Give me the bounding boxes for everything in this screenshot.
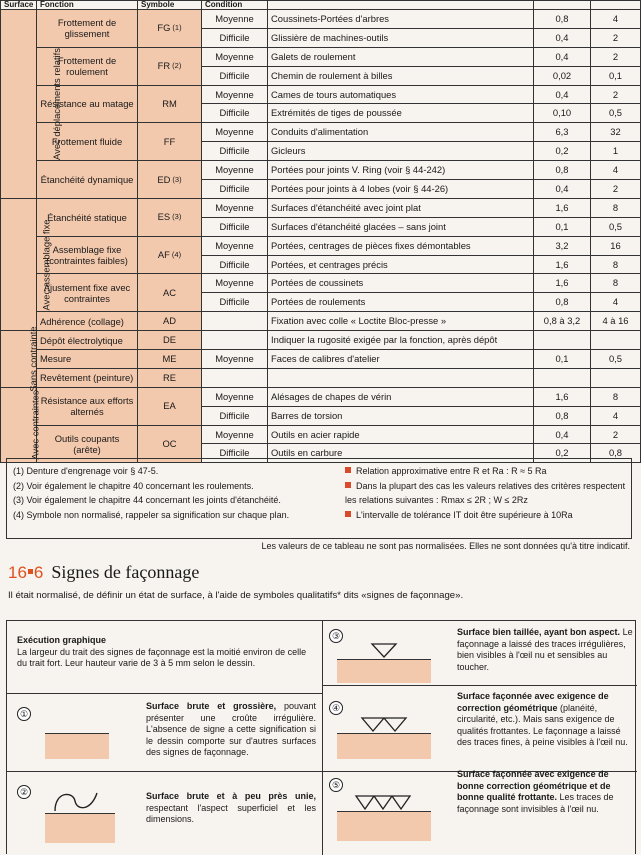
symbol-code: OC [162,437,177,449]
exec-title: Exécution graphique [17,635,107,645]
group-label-text: Avec déplacements relatifs [50,48,62,160]
r-cell: 4 [591,406,641,425]
application-cell: Portées, et centrages précis [268,255,534,274]
group-label-text: Avec contraintes [29,390,41,460]
symbol-cell [138,47,202,85]
function-cell: Frottement de roulement [37,47,138,85]
ra-cell: 3,2 [534,236,591,255]
function-cell: Résistance au matage [37,85,138,123]
ra-cell: 1,6 [534,198,591,217]
application-cell: Outils en acier rapide [268,425,534,444]
sign-2-wave-icon [51,781,111,813]
ra-cell: 0,8 [534,10,591,29]
sign-3-text: Le façonnage a laissé des traces irrégulières, bien visibles à l'œil nu et sensibles au toucher. [457,627,633,672]
difficulty-cell: Difficile [202,406,268,425]
r-cell: 2 [591,28,641,47]
symbol-cell [138,236,202,274]
r-cell: 0,5 [591,104,641,123]
application-cell [268,368,534,387]
r-cell [591,368,641,387]
r-cell: 0,8 [591,444,641,463]
r-cell: 16 [591,236,641,255]
symbol-code: ED [157,173,171,185]
r-cell: 4 [591,10,641,29]
note-2: (2) Voir également le chapitre 40 concernant les roulements. [13,480,254,491]
sign-3-surface [337,659,431,683]
difficulty-cell: Moyenne [202,123,268,142]
application-cell: Fixation avec colle « Loctite Bloc-presse » [268,312,534,331]
function-cell: Frottement de glissement [37,10,138,48]
header-cell [268,1,534,10]
r-cell: 2 [591,47,641,66]
ra-cell: 0,8 à 3,2 [534,312,591,331]
application-cell: Indiquer la rugosité exigée par la fonction, après dépôt [268,331,534,350]
table-row [1,47,641,66]
symbol-code: AC [162,286,177,298]
application-cell: Portées, centrages de pièces fixes démontables [268,236,534,255]
r-cell: 8 [591,274,641,293]
function-cell: Outils coupants (arête) [37,425,138,463]
signs-box [6,620,636,854]
sign-5-triple-triangle-icon [353,793,415,811]
difficulty-cell: Moyenne [202,47,268,66]
application-cell: Cames de tours automatiques [268,85,534,104]
ra-cell: 1,6 [534,255,591,274]
r-cell: 4 [591,293,641,312]
application-cell: Chemin de roulement à billes [268,66,534,85]
ra-cell: 1,6 [534,387,591,406]
r-cell: 2 [591,85,641,104]
application-cell: Extrémités de tiges de poussée [268,104,534,123]
sign-3-number: ③ [329,629,343,643]
sign-1-number: ① [17,707,31,721]
sign-4-title: Surface façonnée avec exigence de correction géométrique [457,691,609,713]
symbol-code: ME [162,352,177,364]
difficulty-cell: Difficile [202,180,268,199]
difficulty-cell: Moyenne [202,10,268,29]
table-row [1,368,641,387]
ra-cell: 0,10 [534,104,591,123]
r-cell: 1 [591,142,641,161]
function-cell: Dépôt électrolytique [37,331,138,350]
r-cell: 0,5 [591,217,641,236]
symbol-code: AD [162,315,177,327]
r-cell: 8 [591,387,641,406]
group-label [1,387,41,463]
section-intro: Il était normalisé, de définir un état de surface, à l'aide de symboles qualitatifs* dits «signes de façonnage». [8,590,464,601]
application-cell: Barres de torsion [268,406,534,425]
r-cell [591,331,641,350]
symbol-note: (4) [171,250,182,260]
function-cell: Revêtement (peinture) [37,368,138,387]
sign-4-number: ④ [329,701,343,715]
sign-1-desc [146,701,316,759]
group-label [1,198,52,330]
table-header [1,1,641,10]
sign-3-desc [457,627,633,673]
difficulty-cell: Moyenne [202,350,268,369]
r-cell: 2 [591,425,641,444]
ra-cell: 0,8 [534,406,591,425]
group-label [1,10,62,199]
section-heading: Signes de façonnage [51,562,200,582]
application-cell: Conduits d'alimentation [268,123,534,142]
sign-3-title: Surface bien taillée, ayant bon aspect. [457,627,621,637]
ra-cell: 0,8 [534,293,591,312]
ra-cell: 0,1 [534,217,591,236]
section-title [8,562,199,583]
sign-2-surface [45,813,115,843]
r-cell: 8 [591,198,641,217]
note-1: (1) Denture d'engrenage voir § 47-5. [13,466,159,476]
difficulty-cell: Moyenne [202,161,268,180]
application-cell: Gicleurs [268,142,534,161]
ra-cell [534,368,591,387]
symbol-cell [138,368,202,387]
table-row [1,387,641,406]
function-cell: Résistance aux efforts alternés [37,387,138,425]
difficulty-cell: Difficile [202,255,268,274]
symbol-cell [138,161,202,199]
sign-4-desc [457,691,633,749]
symbol-code: RM [162,97,177,109]
ra-cell: 1,6 [534,274,591,293]
sign-4-double-triangle-icon [359,715,409,733]
symbol-code: FF [163,135,176,147]
table-row [1,85,641,104]
header-cell: Surface [1,1,37,10]
application-cell: Portées pour joints V. Ring (voir § 44-242) [268,161,534,180]
header-cell [534,1,591,10]
sign-5-text: Les traces de façonnage sont invisibles à l'œil nu. [457,792,614,814]
sign-4-surface [337,733,431,759]
ra-cell: 0,4 [534,28,591,47]
application-cell: Outils en carbure [268,444,534,463]
r-cell: 0,1 [591,66,641,85]
ra-cell [534,331,591,350]
difficulty-cell [202,331,268,350]
r-cell: 8 [591,255,641,274]
tolerance-note: L'intervalle de tolérance IT doit être supérieure à 10Ra [345,508,630,523]
sign-1-title: Surface brute et grossière, [146,701,277,711]
symbol-code: EA [163,400,176,412]
symbol-cell [138,312,202,331]
difficulty-cell: Moyenne [202,85,268,104]
note-4: (4) Symbole non normalisé, rappeler sa signification sur chaque plan. [13,509,290,520]
application-cell: Faces de calibres d'atelier [268,350,534,369]
sign-2-text: respectant l'aspect superficiel et les dimensions. [146,802,316,824]
table-row [1,123,641,142]
function-cell: Adhérence (collage) [37,312,138,331]
r-cell: 4 [591,161,641,180]
table-row [1,312,641,331]
sign-1-text: pouvant présenter une croûte irrégulière. L'absence de signe a cette signification si le dessin comporte sur d'autres surfaces des signes de façonnage. [146,701,316,757]
ra-cell: 0,4 [534,180,591,199]
sign-2-number: ② [17,785,31,799]
application-cell: Portées de coussinets [268,274,534,293]
difficulty-cell: Moyenne [202,274,268,293]
difficulty-cell: Moyenne [202,425,268,444]
ra-cell: 0,4 [534,85,591,104]
r-cell: 32 [591,123,641,142]
function-cell: Étanchéité statique [37,198,138,236]
symbol-note: (3) [172,174,182,184]
application-cell: Portées de roulements [268,293,534,312]
table-row [1,274,641,293]
table-notes [6,458,632,539]
sign-2-title: Surface brute et à peu près unie, [146,791,316,801]
symbol-note: (3) [172,212,182,222]
symbol-cell [138,274,202,312]
symbol-cell [138,10,202,48]
relation-note: Relation approximative entre R et Ra : R ≈ 5 Ra [345,464,630,479]
symbol-cell [138,387,202,425]
header-cell: Symbole [138,1,202,10]
application-cell: Alésages de chapes de vérin [268,387,534,406]
function-cell: Ajustement fixe avec contraintes [37,274,138,312]
application-cell: Surfaces d'étanchéité avec joint plat [268,198,534,217]
symbol-code: AF [157,249,170,261]
exec-cell [17,635,317,670]
symbol-code: RE [162,371,177,383]
r-cell: 2 [591,180,641,199]
header-cell: Condition [202,1,268,10]
group-label-text: Sans contrainte [27,326,39,392]
difficulty-cell: Difficile [202,104,268,123]
symbol-cell [138,331,202,350]
table-row [1,198,641,217]
sign-2-desc [146,791,316,826]
sign-3-triangle-icon [369,641,399,659]
sign-1-surface [45,733,109,759]
section-number-major: 16 [8,563,27,582]
function-cell: Assemblage fixe (contraintes faibles) [37,236,138,274]
ra-cell: 0,1 [534,350,591,369]
table-row [1,425,641,444]
sign-4-text: (planéité, circularité, etc.). Mais sans exigence de qualités frottantes. Le façonnage a laissé des traces fines, à peine visibles à l'œil nu. [457,702,628,747]
difficulty-cell: Moyenne [202,198,268,217]
criteria-note: Dans la plupart des cas les valeurs relatives des critères respectent les relations suivantes : Rmax ≤ 2R ; W ≤ 2Rz [345,479,630,508]
ra-cell: 0,02 [534,66,591,85]
symbol-code: DE [162,334,177,346]
note-3: (3) Voir également le chapitre 44 concernant les joints d'étanchéité. [13,495,281,505]
ra-cell: 6,3 [534,123,591,142]
sign-5-desc [457,769,633,815]
ra-cell: 0,8 [534,161,591,180]
table-footer: Les valeurs de ce tableau ne sont pas normalisées. Elles ne sont données qu'à titre indicatif. [261,541,630,551]
difficulty-cell: Difficile [202,217,268,236]
difficulty-cell: Difficile [202,444,268,463]
header-cell: Fonction [37,1,138,10]
section-number-minor: 6 [33,563,44,582]
r-cell: 4 à 16 [591,312,641,331]
symbol-cell [138,123,202,161]
symbol-code: ES [157,211,171,223]
table-row [1,350,641,369]
symbol-note: (1) [172,23,182,33]
table-row [1,10,641,29]
difficulty-cell: Moyenne [202,387,268,406]
difficulty-cell [202,368,268,387]
difficulty-cell [202,312,268,331]
table-row [1,331,641,350]
application-cell: Portées pour joints à 4 lobes (voir § 44-26) [268,180,534,199]
application-cell: Coussinets-Portées d'arbres [268,10,534,29]
difficulty-cell: Difficile [202,142,268,161]
difficulty-cell: Difficile [202,28,268,47]
ra-cell: 0,2 [534,444,591,463]
exec-text: La largeur du trait des signes de façonnage est la moitié environ de celle du trait fort. Leur hauteur varie de 3 à 5 mm selon le dessin. [17,646,307,668]
symbol-code: FG [157,22,171,34]
header-cell [591,1,641,10]
sign-5-surface [337,811,431,841]
function-cell: Mesure [37,350,138,369]
difficulty-cell: Difficile [202,66,268,85]
group-label [1,326,39,392]
application-cell: Surfaces d'étanchéité glacées – sans joint [268,217,534,236]
symbol-cell [138,85,202,123]
symbol-cell [138,198,202,236]
symbol-cell [138,350,202,369]
table-row [1,236,641,255]
symbol-code: FR [157,60,171,72]
table-row [1,161,641,180]
function-cell: Étanchéité dynamique [37,161,138,199]
sign-5-number: ⑤ [329,778,343,792]
symbol-note: (2) [172,61,182,71]
application-cell: Glissière de machines-outils [268,28,534,47]
application-cell: Galets de roulement [268,47,534,66]
ra-cell: 0,2 [534,142,591,161]
group-label-text: Avec assemblage fixe [40,219,52,311]
sign-5-title: Surface façonnée avec exigence de bonne correction géométrique et de bonne qualité frottante. [457,769,611,802]
ra-cell: 0,4 [534,47,591,66]
difficulty-cell: Moyenne [202,236,268,255]
ra-cell: 0,4 [534,425,591,444]
function-cell: Frottement fluide [37,123,138,161]
difficulty-cell: Difficile [202,293,268,312]
r-cell: 0,5 [591,350,641,369]
